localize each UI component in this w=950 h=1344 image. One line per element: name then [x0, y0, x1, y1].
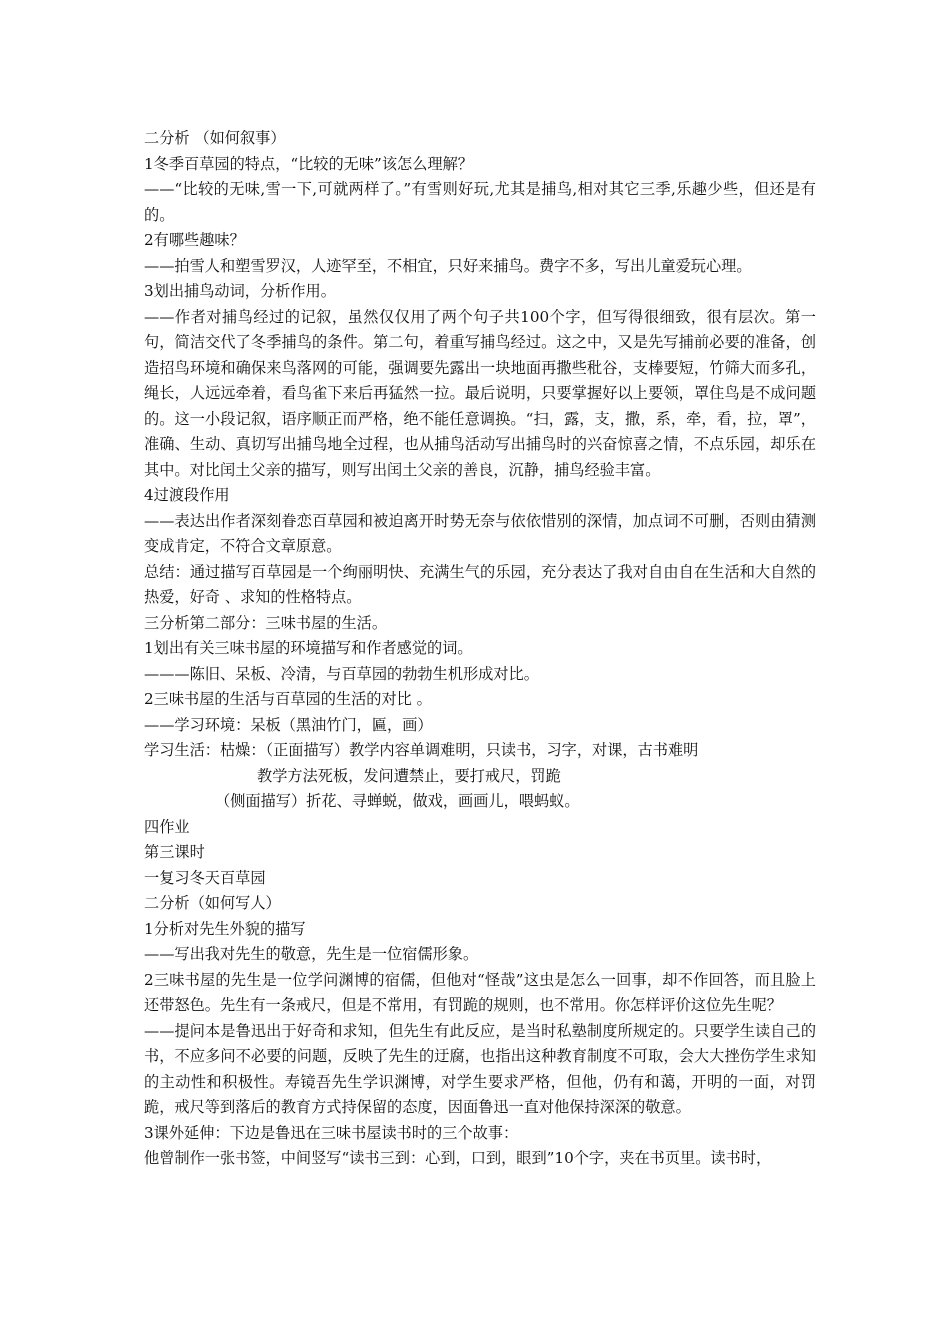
- summary-paragraph: 总结：通过描写百草园是一个绚丽明快、充满生气的乐园，充分表达了我对自由自在生活和大自然的热爱，好奇 、求知的性格特点。: [144, 562, 816, 606]
- question-paragraph: 2三味书屋的先生是一位学问渊博的宿儒，但他对“怪哉”这虫是怎么一回事，却不作回答，而且脸上还带怒色。先生有一条戒尺，但是不常用，有罚跪的规则，也不常用。你怎样评价这位先生呢？: [144, 970, 816, 1014]
- question-line: 1分析对先生外貌的描写: [144, 919, 306, 938]
- answer-line: ——拍雪人和塑雪罗汉，人迹罕至，不相宜，只好来捕鸟。费字不多，写出儿童爱玩心理。: [144, 256, 752, 275]
- section-heading: 四作业: [144, 817, 190, 836]
- answer-line: 学习生活：枯燥：（正面描写）教学内容单调难明，只读书，习字，对课，古书难明: [144, 741, 699, 759]
- question-line: 2三味书屋的生活与百草园的生活的对比 。: [144, 690, 432, 708]
- section-heading: 三分析第二部分：三味书屋的生活。: [144, 613, 387, 632]
- answer-line: ——写出我对先生的敬意，先生是一位宿儒形象。: [144, 945, 479, 963]
- answer-paragraph: ——表达出作者深刻眷恋百草园和被迫离开时势无奈与依依惜别的深情，加点词不可删，否则由猜测变成肯定，不符合文章原意。: [144, 511, 816, 555]
- lesson-heading: 第三课时: [144, 843, 205, 861]
- indented-line: （侧面描写）折花、寻蝉蜕，做戏，画画儿，喂蚂蚁。: [215, 792, 580, 810]
- body-line: 他曾制作一张书签，中间竖写“读书三到：心到，口到，眼到”10个字，夹在书页里。读书时，: [144, 1149, 772, 1167]
- question-line: 2有哪些趣味？: [144, 231, 245, 249]
- answer-line: ———陈旧、呆板、冷清，与百草园的勃勃生机形成对比。: [144, 664, 539, 683]
- indented-line: 教学方法死板，发问遭禁止，要打戒尺，罚跪: [257, 766, 561, 785]
- document-page: [144, 126, 816, 1172]
- answer-paragraph: ——提问本是鲁迅出于好奇和求知，但先生有此反应，是当时私塾制度所规定的。只要学生读自己的书，不应多问不必要的问题，反映了先生的迂腐，也指出这种教育制度不可取，会大大挫伤学生求知的主动性和积极性。寿镜吾先生学识渊博，对学生要求严格，但他，仍有和蔼，开明的一面，对罚跪，戒尺等到落后的教育方式持保留的态度，因面鲁迅一直对他保持深深的敬意。: [144, 1021, 816, 1116]
- answer-paragraph: ——作者对捕鸟经过的记叙，虽然仅仅用了两个句子共100个字，但写得很细致，很有层次。第一句，简洁交代了冬季捕鸟的条件。第二句，着重写捕鸟经过。这之中，又是先写捕前必要的准备，创造招鸟环境和确保来鸟落网的可能，强调要先露出一块地面再撒些秕谷，支棒要短，竹筛大而多孔，绳长，人远远牵着，看鸟雀下来后再猛然一拉。最后说明，只要掌握好以上要领，罩住鸟是不成问题的。这一小段记叙，语序顺正而严格，绝不能任意调换。“扫，露，支，撒，系，牵，看，拉，罩”，准确、生动、真切写出捕鸟地全过程，也从捕鸟活动写出捕鸟时的兴奋惊喜之情，不点乐园，却乐在其中。对比闰土父亲的描写，则写出闰土父亲的善良，沉静，捕鸟经验丰富。: [144, 307, 816, 479]
- answer-line: ——学习环境：呆板（黑油竹门，匾，画）: [144, 715, 433, 734]
- question-line: 3划出捕鸟动词，分析作用。: [144, 282, 336, 300]
- section-heading: 二分析（如何写人）: [144, 894, 281, 912]
- question-line: 4过渡段作用: [144, 486, 230, 504]
- section-heading: 二分析 （如何叙事）: [144, 129, 286, 147]
- question-line: 1冬季百草园的特点，“比较的无味”该怎么理解？: [144, 154, 473, 173]
- question-line: 1划出有关三味书屋的环境描写和作者感觉的词。: [144, 639, 473, 657]
- question-line: 3课外延伸：下边是鲁迅在三味书屋读书时的三个故事：: [144, 1123, 519, 1142]
- answer-paragraph: ——“比较的无味,雪一下,可就两样了。”有雪则好玩,尤其是捕鸟,相对其它三季,乐趣少些，但还是有的。: [144, 180, 816, 224]
- section-heading: 一复习冬天百草园: [144, 868, 266, 887]
